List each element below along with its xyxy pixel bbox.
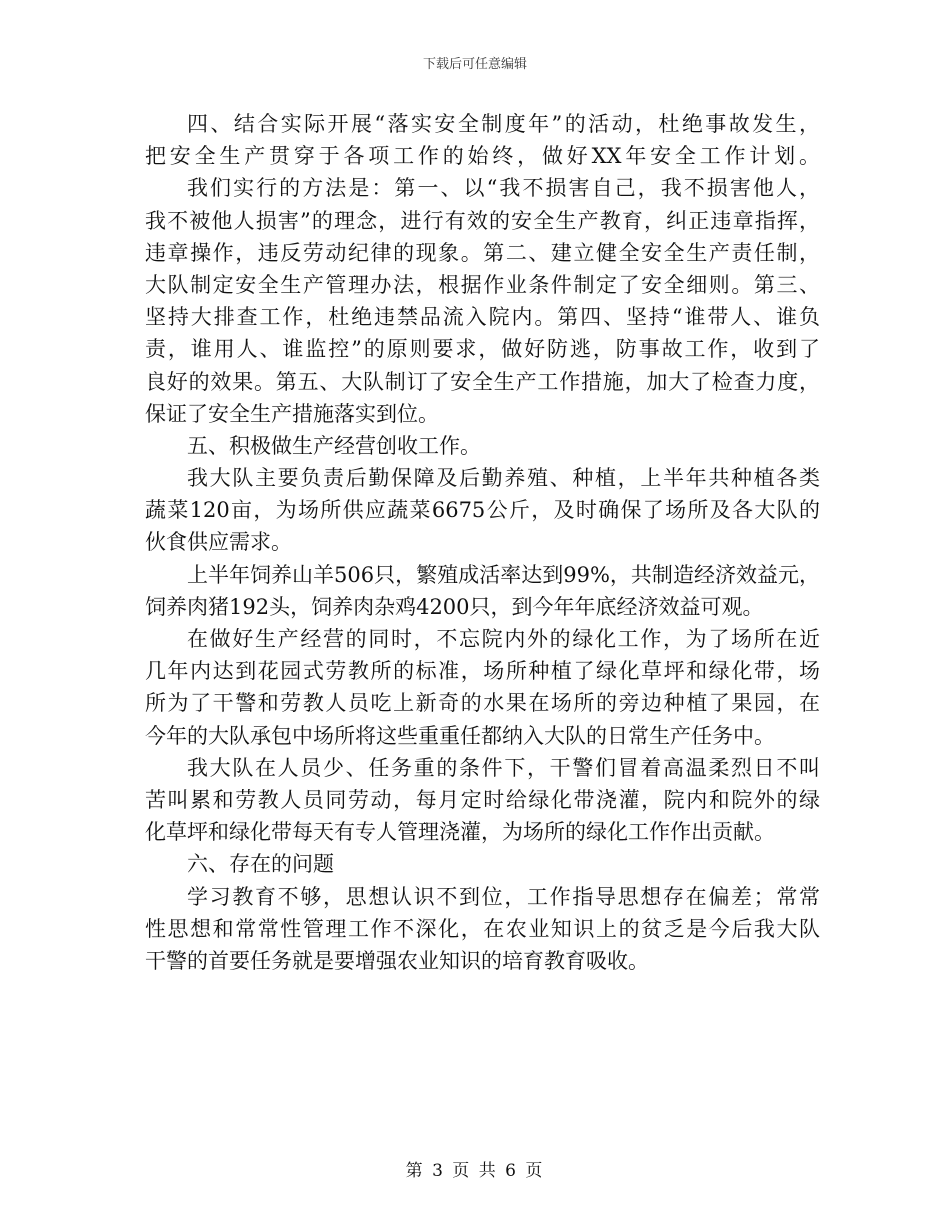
text-line: 所为了干警和劳教人员吃上新奇的水果在场所的旁边种植了果园，在	[145, 691, 820, 716]
text-line: 干警的首要任务就是要增强农业知识的培育教育吸收。	[145, 948, 649, 973]
text-line: 坚持大排查工作，杜绝违禁品流入院内。第四、坚持“谁带人、谁负	[145, 305, 820, 330]
text-line: 把安全生产贯穿于各项工作的始终，做好XX年安全工作计划。	[145, 144, 820, 169]
page-header-note: 下载后可任意编辑	[422, 57, 527, 72]
text-line: 伙食供应需求。	[145, 530, 292, 555]
text-line: 大队制定安全生产管理办法，根据作业条件制定了安全细则。第三、	[145, 272, 820, 297]
text-line: 苦叫累和劳教人员同劳动，每月定时给绿化带浇灌，院内和院外的绿	[145, 787, 820, 812]
page-number-footer: 第 3 页 共 6 页	[405, 1161, 545, 1181]
text-line: 化草坪和绿化带每天有专人管理浇灌，为场所的绿化工作作出贡献。	[145, 820, 775, 845]
text-line: 责，谁用人、谁监控”的原则要求，做好防逃，防事故工作，收到了	[145, 337, 820, 362]
text-line: 学习教育不够，思想认识不到位，工作指导思想存在偏差；常常	[187, 884, 820, 909]
text-line: 饲养肉猪192头，饲养肉杂鸡4200只，到今年年底经济效益可观。	[145, 594, 764, 619]
text-line: 在做好生产经营的同时，不忘院内外的绿化工作，为了场所在近	[187, 627, 820, 651]
text-line: 性思想和常常性管理工作不深化，在农业知识上的贫乏是今后我大队	[145, 916, 820, 941]
text-line: 保证了安全生产措施落实到位。	[145, 401, 439, 426]
text-line: 我不被他人损害”的理念，进行有效的安全生产教育，纠正违章指挥，	[145, 208, 820, 233]
text-line: 几年内达到花园式劳教所的标准，场所种植了绿化草坪和绿化带，场	[145, 659, 820, 684]
text-line: 良好的效果。第五、大队制订了安全生产工作措施，加大了检查力度，	[145, 369, 820, 394]
section-heading: 六、存在的问题	[187, 852, 334, 877]
text-line: 我们实行的方法是：第一、以“我不损害自己，我不损害他人，	[187, 176, 820, 201]
section-heading: 五、积极做生产经营创收工作。	[187, 433, 481, 458]
text-line: 我大队在人员少、任务重的条件下，干警们冒着高温柔烈日不叫	[187, 755, 820, 780]
text-line: 我大队主要负责后勤保障及后勤养殖、种植，上半年共种植各类	[187, 466, 820, 491]
text-line: 违章操作，违反劳动纪律的现象。第二、建立健全安全生产责任制，	[145, 240, 820, 265]
text-line: 今年的大队承包中场所将这些重重任都纳入大队的日常生产任务中。	[145, 723, 775, 748]
text-line: 四、结合实际开展“落实安全制度年”的活动，杜绝事故发生，	[187, 112, 820, 136]
text-line: 蔬菜120亩，为场所供应蔬菜6675公斤，及时确保了场所及各大队的	[145, 498, 820, 523]
document-body	[145, 108, 820, 977]
text-line: 上半年饲养山羊506只，繁殖成活率达到99%，共制造经济效益元，	[187, 562, 820, 587]
